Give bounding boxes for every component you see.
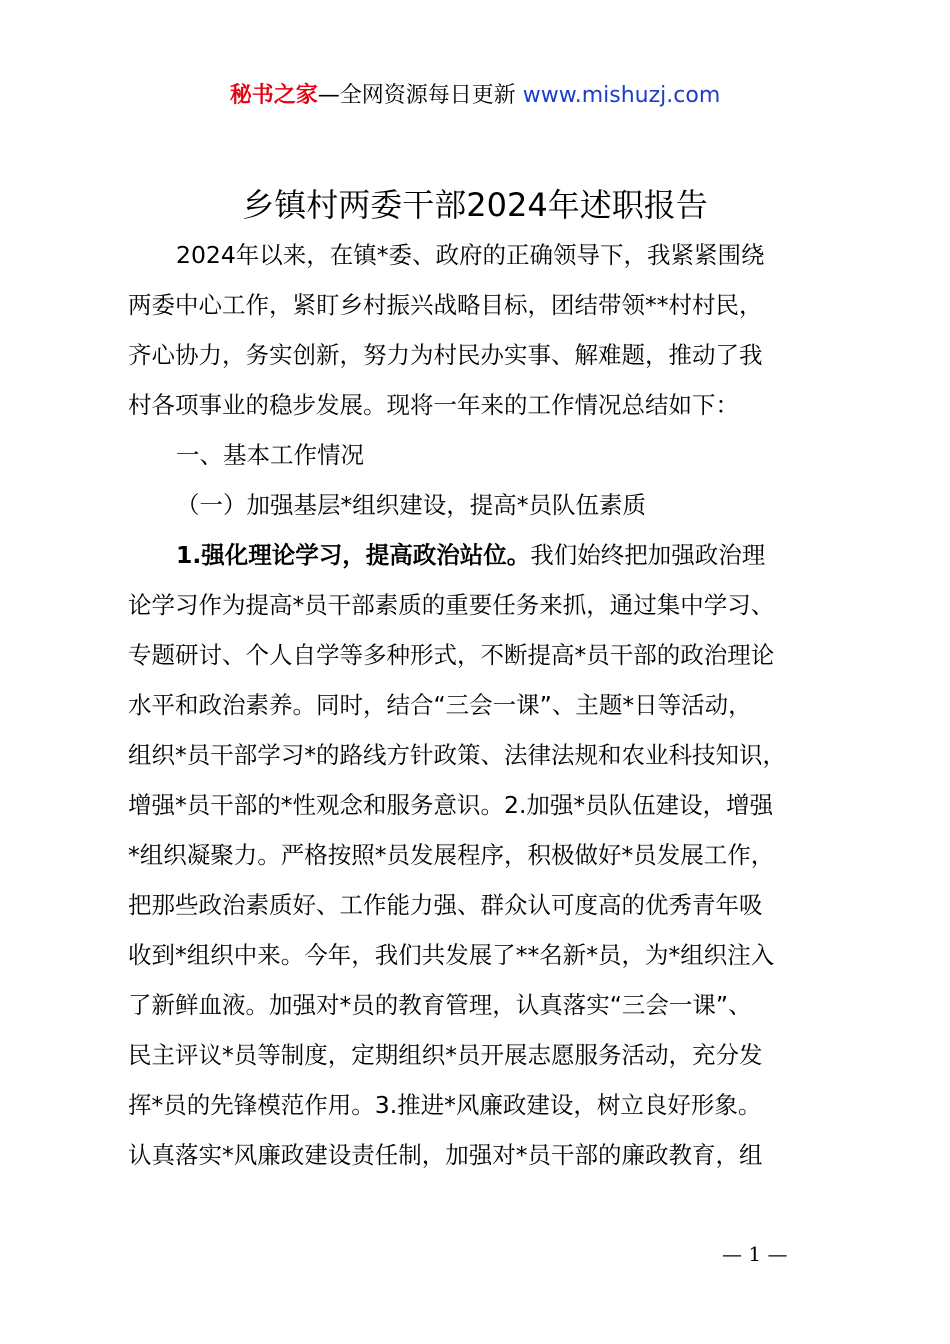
- site-url-link[interactable]: www.mishuzj.com: [515, 83, 721, 108]
- section-heading: 一、基本工作情况: [176, 441, 364, 469]
- paragraph-line: [128, 530, 848, 580]
- paragraph-line: 收到*组织中来。今年，我们共发展了**名新*员，为*组织注入: [128, 941, 775, 969]
- paragraph-line: 认真落实*风廉政建设责任制，加强对*员干部的廉政教育，组: [128, 1141, 763, 1169]
- paragraph-text: 我们始终把加强政治理: [530, 541, 766, 569]
- paragraph-line: *组织凝聚力。严格按照*员发展程序，积极做好*员发展工作，: [128, 841, 775, 869]
- paragraph-line: 论学习作为提高*员干部素质的重要任务来抓，通过集中学习、: [128, 591, 775, 619]
- paragraph-line: 两委中心工作，紧盯乡村振兴战略目标，团结带领**村村民，: [128, 291, 763, 319]
- paragraph-line: 民主评议*员等制度，定期组织*员开展志愿服务活动，充分发: [128, 1041, 763, 1069]
- paragraph-line: 专题研讨、个人自学等多种形式，不断提高*员干部的政治理论: [128, 641, 775, 669]
- paragraph-line: 把那些政治素质好、工作能力强、群众认可度高的优秀青年吸: [128, 891, 763, 919]
- site-brand: 秘书之家: [229, 83, 318, 108]
- point-heading: 1.强化理论学习，提高政治站位。: [176, 541, 531, 569]
- paragraph-line: 2024年以来，在镇*委、政府的正确领导下，我紧紧围绕: [176, 241, 765, 269]
- page-number: — 1 —: [722, 1242, 788, 1266]
- document-title: 乡镇村两委干部2024年述职报告: [242, 186, 708, 224]
- paragraph-line: 齐心协力，务实创新，努力为村民办实事、解难题，推动了我: [128, 341, 763, 369]
- subsection-heading: （一）加强基层*组织建设，提高*员队伍素质: [176, 491, 646, 519]
- site-banner: [0, 80, 950, 112]
- paragraph-line: 挥*员的先锋模范作用。3.推进*风廉政建设，树立良好形象。: [128, 1091, 762, 1119]
- document-body: [128, 230, 848, 1180]
- paragraph-line: 了新鲜血液。加强对*员的教育管理，认真落实“三会一课”、: [128, 991, 752, 1019]
- paragraph-line: 村各项事业的稳步发展。现将一年来的工作情况总结如下：: [128, 391, 739, 419]
- paragraph-line: 组织*员干部学习*的路线方针政策、法律法规和农业科技知识，: [128, 741, 786, 769]
- paragraph-line: 增强*员干部的*性观念和服务意识。2.加强*员队伍建设，增强: [128, 791, 774, 819]
- paragraph-line: 水平和政治素养。同时，结合“三会一课”、主题*日等活动，: [128, 691, 752, 719]
- site-slogan: —全网资源每日更新: [317, 83, 516, 108]
